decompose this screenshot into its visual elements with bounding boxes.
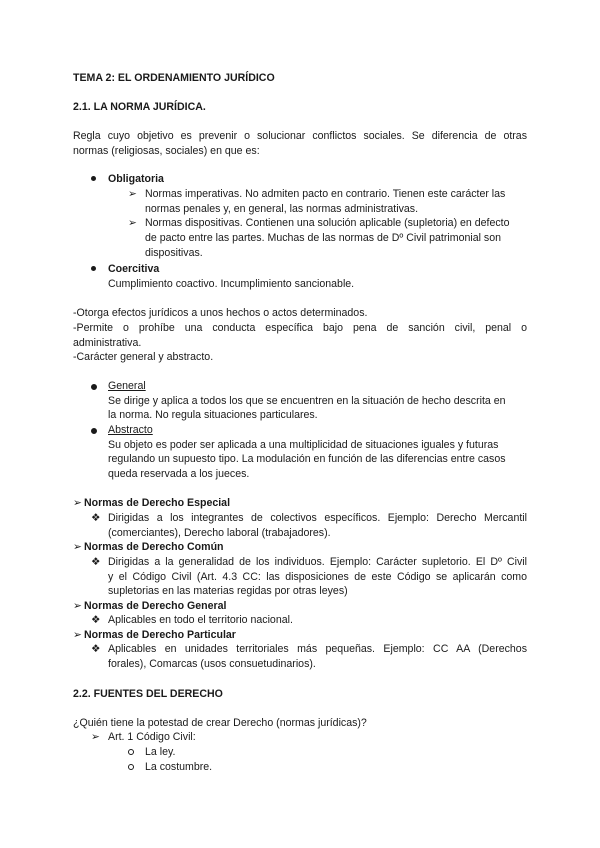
label-general: General	[108, 380, 146, 392]
source-ley: La ley.	[145, 746, 176, 758]
dash-line-1: -Otorga efectos jurídicos a unos hechos o actos determinados.	[73, 307, 368, 319]
arrowhead-icon: ➢	[128, 188, 137, 200]
arrowhead-icon: ➢	[73, 629, 82, 641]
dash-line-2: -Permite o prohíbe una conducta específica bajo pena de sanción civil, penal o	[73, 322, 527, 334]
label-derecho-comun: Normas de Derecho Común	[84, 541, 224, 553]
arrowhead-icon: ➢	[91, 731, 100, 743]
label-derecho-particular: Normas de Derecho Particular	[84, 629, 236, 641]
comun-line-2: y el Código Civil (Art. 4.3 CC: las disposiciones de este Código se aplicarán como	[108, 571, 527, 583]
comun-line-3: supletorias en las materias regidas por otras leyes)	[108, 585, 348, 597]
abstracto-line-1: Su objeto es poder ser aplicada a una multiplicidad de situaciones iguales y futuras	[108, 439, 499, 451]
particular-line-2: forales), Comarcas (usos consuetudinarios).	[108, 658, 316, 670]
label-obligatoria: Obligatoria	[108, 173, 164, 185]
diamond-bullet-icon: ❖	[91, 614, 101, 626]
diamond-bullet-icon: ❖	[91, 556, 101, 568]
arrowhead-icon: ➢	[73, 600, 82, 612]
intro-line-1: Regla cuyo objetivo es prevenir o solucionar conflictos sociales. Se diferencia de otras	[73, 130, 527, 142]
section-heading-fuentes: 2.2. FUENTES DEL DERECHO	[73, 688, 223, 700]
source-costumbre: La costumbre.	[145, 761, 213, 773]
label-abstracto: Abstracto	[108, 424, 153, 436]
dash-line-3: administrativa.	[73, 337, 142, 349]
general-derecho-line-1: Aplicables en todo el territorio nacional.	[108, 614, 293, 626]
imperativas-line-1: Normas imperativas. No admiten pacto en contrario. Tienen este carácter las	[145, 188, 506, 200]
section-heading-norma: 2.1. LA NORMA JURÍDICA.	[73, 101, 206, 113]
especial-line-1: Dirigidas a los integrantes de colectivos específicos. Ejemplo: Derecho Mercantil	[108, 512, 527, 524]
particular-line-1: Aplicables en unidades territoriales más pequeñas. Ejemplo: CC AA (Derechos	[108, 643, 527, 655]
dispositivas-line-2: de pacto entre las partes. Muchas de las normas de Dº Civil patrimonial son	[145, 232, 501, 244]
label-coercitiva: Coercitiva	[108, 263, 160, 275]
diamond-bullet-icon: ❖	[91, 643, 101, 655]
art-1-codigo-civil: Art. 1 Código Civil:	[108, 731, 196, 743]
fuentes-question: ¿Quién tiene la potestad de crear Derecho (normas jurídicas)?	[73, 717, 367, 729]
abstracto-line-2: regulando un supuesto tipo. La modulación en función de las diferencias entre casos	[108, 453, 506, 465]
arrowhead-icon: ➢	[73, 497, 82, 509]
label-derecho-general: Normas de Derecho General	[84, 600, 227, 612]
document-title: TEMA 2: EL ORDENAMIENTO JURÍDICO	[73, 72, 275, 84]
circle-bullet-icon	[128, 749, 134, 755]
dispositivas-line-1: Normas dispositivas. Contienen una solución aplicable (supletoria) en defecto	[145, 217, 510, 229]
bullet-dot-icon	[91, 384, 97, 390]
dash-line-4: -Carácter general y abstracto.	[73, 351, 214, 363]
dispositivas-line-3: dispositivas.	[145, 247, 203, 259]
especial-line-2: (comerciantes), Derecho laboral (trabajadores).	[108, 527, 331, 539]
label-derecho-especial: Normas de Derecho Especial	[84, 497, 231, 509]
imperativas-line-2: normas penales y, en general, las normas administrativas.	[145, 203, 419, 215]
circle-bullet-icon	[128, 764, 134, 770]
bullet-dot-icon	[91, 266, 96, 271]
diamond-bullet-icon: ❖	[91, 512, 101, 524]
bullet-dot-icon	[91, 176, 96, 181]
general-line-1: Se dirige y aplica a todos los que se encuentren en la situación de hecho descrita en	[108, 395, 506, 407]
abstracto-line-3: queda reservada a los jueces.	[108, 468, 250, 480]
coercitiva-text: Cumplimiento coactivo. Incumplimiento sancionable.	[108, 278, 355, 290]
general-line-2: la norma. No regula situaciones particulares.	[108, 409, 318, 421]
intro-line-2: normas (religiosas, sociales) en que es:	[73, 145, 260, 157]
arrowhead-icon: ➢	[128, 217, 137, 229]
arrowhead-icon: ➢	[73, 541, 82, 553]
comun-line-1: Dirigidas a la generalidad de los individuos. Ejemplo: Carácter supletorio. El Dº Civil	[108, 556, 527, 568]
bullet-dot-icon	[91, 428, 97, 434]
